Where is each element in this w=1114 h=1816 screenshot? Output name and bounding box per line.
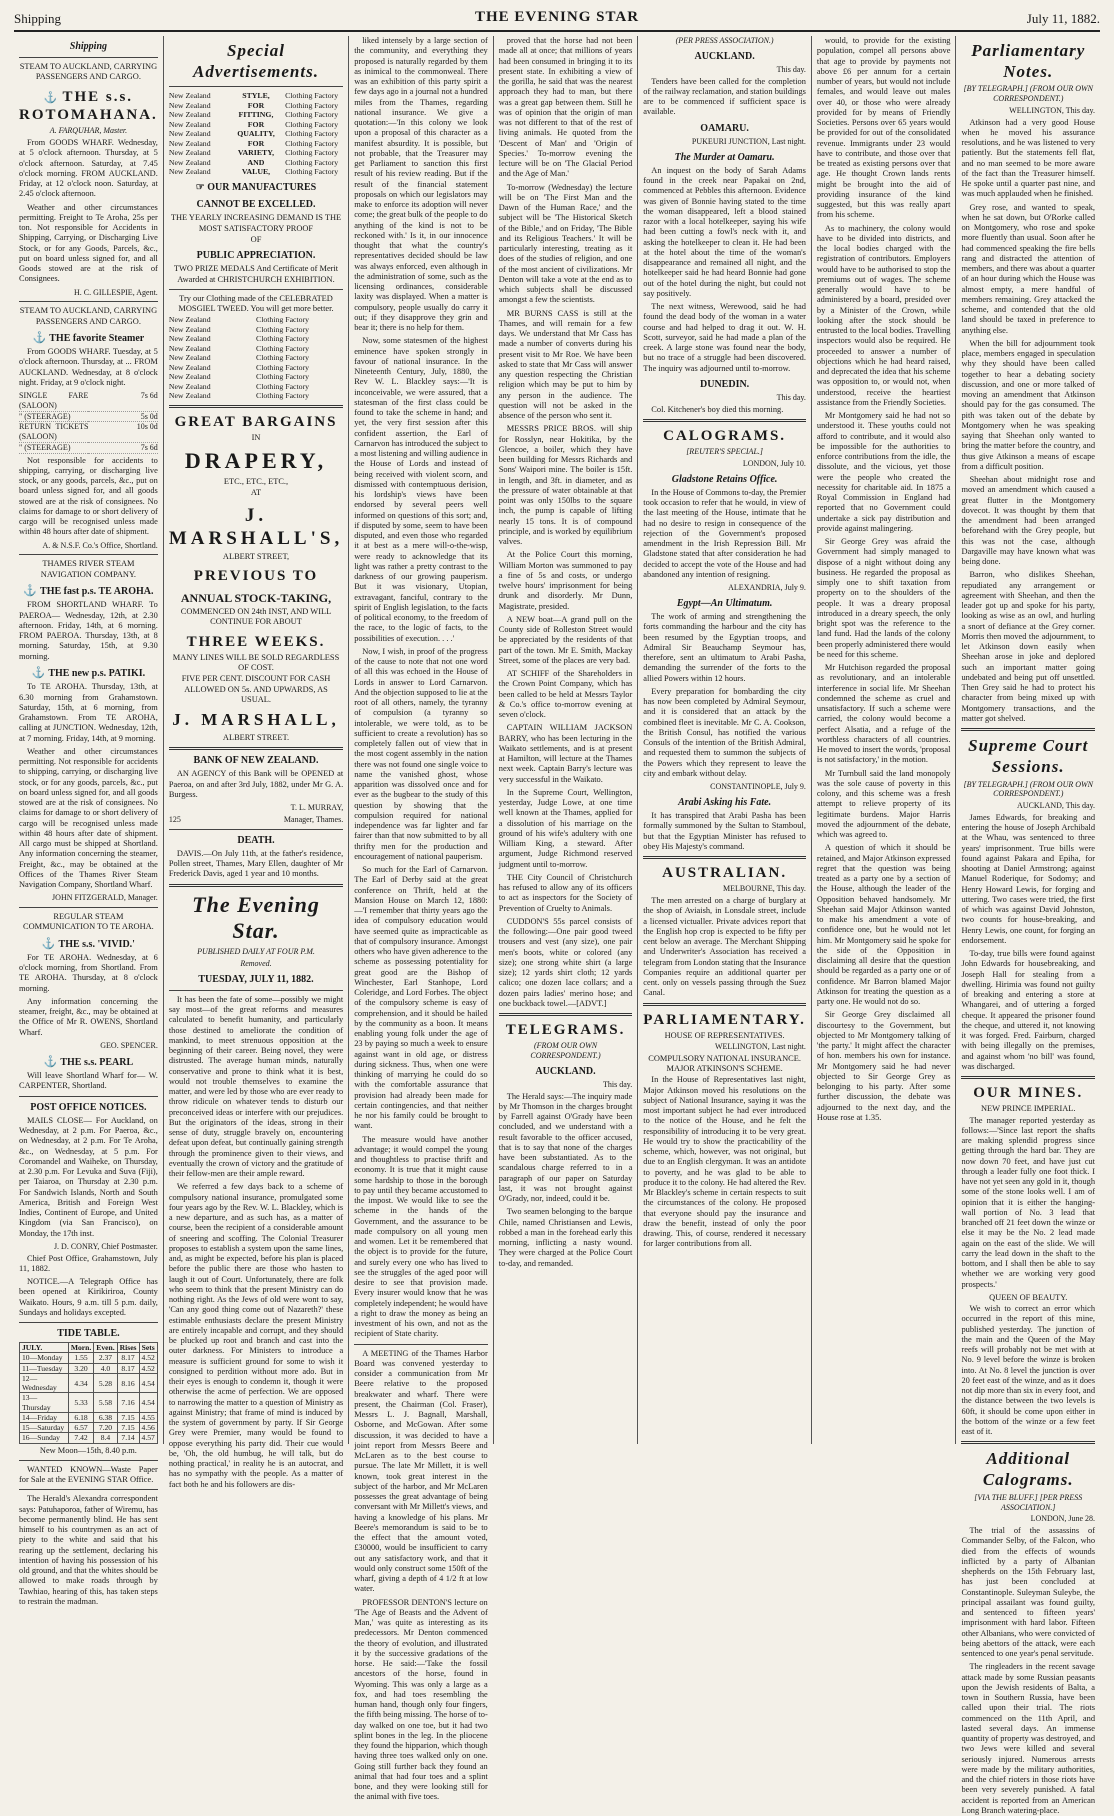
vivid-schedule: For TE AROHA. Wednesday, at 6 o'clock morning, from Shortland. From TE AROHA. Thursday, at 8 o'clock morning. <box>19 952 158 993</box>
bank-text: AN AGENCY of this Bank will be OPENED at Paeroa, on and after 3rd July, 1882, under Mr G. A. Burgess. <box>168 769 344 799</box>
leader-para-4: Now, some statesmen of the highest eminence have spoken strongly in favour of national insurance. In the Nineteenth Century, July, 1880, the Rev W. L. Blackley says:—'It is inconceivable, we were assured, that a statesman of the first class could be found to take the scheme in hand; and yet, the very first session after this confident assertion, the Earl of Carnarvon has introduced the subject to a most listening and willing audience in the House of Lords and instead of being received with violent scorn, and dismissed with contemptuous derision, his lordship's views have been endorsed by several peers well informed on questions of this sort; and, if disputed by some, seem to have been disputed, and even those who regarded it at best as a mere will-o-the-wisp, were ready to acknowledge that its light was rather a pretty contrast to the darkness of our growing pauperism. But it was visionary, Utopian, extravagant, fanciful, contrary to the spirit of English legislation, to the facts of political economy, to the freedom of the race, to the logic of facts, to the possibilities of execution. . . .' <box>354 336 488 643</box>
list-item: New Zealand VALUE, Clothing Factory <box>168 167 339 177</box>
cuddon-advert-para: CUDDON'S 55s parcel consists of the following:—One pair good tweed trousers and vest (any size), one pair men's boots, white or colored (any size); one strong white shirt (a large size); 12 yards shirt cloth; 12 yards calico; one dozen lace collars; and a dozen pairs ladies' merino hose; and one buckback towel.—[ADVT.] <box>498 916 633 1008</box>
supreme-court-source: [BY TELEGRAPH.] (FROM OUR OWN CORRESPONDENT.) <box>963 779 1094 799</box>
bank-manager: Manager, Thames. <box>283 814 344 824</box>
removed-text: Removed. <box>240 958 272 968</box>
list-item: New Zealand Clothing Factory <box>168 353 310 363</box>
queen-beauty-para: We wish to correct an error which occurred in the report of this mine, published yesterday. The junction of the main and the Queen of the May reefs will probably not be met with at No. 9 level before the winze is broken into. At No. 8 level the junction is over 20 feet east of the winze, and as it does not dip more than six in every foot, and the distance between the two levels is 60ft, it should be come upon either in the bottom of the winze or a few feet east of it. <box>961 1304 1096 1437</box>
dunedin-heading: DUNEDIN. <box>700 378 750 390</box>
fares-signature: A. & N.S.F. Co.'s Office, Shortland. <box>42 540 158 550</box>
auckland-date: This day. <box>603 1079 633 1089</box>
denton-next-para: To-morrow (Wednesday) the lecture will be on 'The First Man and the Dawn of the Human Race,' and the subject will be 'The Historical Sketch of the Bible,' and on Friday, 'The Bible and its Religious Teachers.' It will be particularly interesting, treating as it does of the studies of religion, and one of the most ancient of civilizations. Mr Denton will take a vote at the end as to which subjects shall be discussed amongst a few the scientists. <box>498 182 633 305</box>
parl-notes-para-2: Grey rose, and wanted to speak, when he sat down, but O'Rorke called on Montgomery, who rose and spoke more fluently than usual. Soon after he had commenced speaking the fire bells rang and distracted the attention of members, and there was about a quarter of an hour during which the House was almost empty, a mere handful of members remaining. Grey attacked the scheme, and contended that the old land should be taxed in preference to anything else. <box>961 202 1096 335</box>
parl-notes-para-4: Sheehan about midnight rose and moved an amendment which caused a great flutter in the Montgomery dovecot. It was thought by them that the amendment had been arranged beforehand with the Grey people, but this was not the case, although Dargaville may have known what was being done. <box>961 475 1096 567</box>
pearl-ship: ⚓ THE s.s. PEARL <box>43 1055 134 1068</box>
many-lines: MANY LINES WILL BE SOLD REGARDLESS OF COST. <box>172 652 340 673</box>
our-mines-heading: OUR MINES. <box>973 1085 1084 1102</box>
masthead-date: July 11, 1882. <box>1026 11 1100 26</box>
list-item: New Zealand QUALITY, Clothing Factory <box>168 129 339 139</box>
list-item: New Zealand FITTING, Clothing Factory <box>168 110 339 120</box>
dunedin-para: Col. Kitchener's boy died this morning. <box>651 404 784 414</box>
list-item: New Zealand FOR Clothing Factory <box>168 100 339 110</box>
post-office-heading: POST OFFICE NOTICES. <box>30 1101 147 1113</box>
parl-cont-para-1: would, to provide for the existing population, compel all persons above that age to provide by payments not above £6 per annum for a certain number of years, but would not include females, and would leave out males over 40, or those who were already provided for by means of Friendly Societies. Persons over 65 years would be provided for out of the consolidated revenue. Immigrants under 23 would have to contribute, and those over that be treated as existing persons over that age. He thought Crown lands rents might be brought into the aid of providing insurance of the kind suggested, but this was really apart from his scheme. <box>816 36 951 220</box>
table-row: 13—Thursday 5.33 5.58 7.16 4.54 <box>20 1393 158 1413</box>
auckland-para-1: The Herald says:—The inquiry made by Mr Thomson in the charges brought by Farrell against O'Grady have been concluded, and we understand with a result favorable to the officer accused, that is to say that none of the charges have been substantiated. As to the scandalous charge referred to in a paragraph of our paper on Saturday last, it was not brought against O'Grady, nor, indeed, could it be. <box>498 1091 633 1204</box>
albert-street: ALBERT STREET, <box>222 552 290 561</box>
fares-note: Not responsible for accidents to shipping, carrying, or discharging live stock, or any goods, parcels, &c., put on board unless signed for, and all goods stowed are at the risk of consignees. No claims for damage to or short delivery of cargo will be recognised unless made within 48 hours after date of shipment. <box>19 455 158 537</box>
wanted-known: WANTED KNOWN—Waste Paper for Sale at the EVENING STAR Office. <box>19 1464 158 1485</box>
parl-cont-para-4: Sir George Grey was afraid the Government had simply managed to dispose of a night without doing any business. He regarded the proposal as simply one to shift taxation from property on to the shoulders of the people. It was a dreary proposal introduced in a dreary speech, the only bright spot was the reference to the land fund. Had the lands of the colony been properly administered there would be need for this scheme. <box>816 537 951 659</box>
leader-para-3: liked intensely by a large section of the community, and everything they proposed is naturally regarded by them as inimical to the commonweal. There was an exhibition of this party spirit a few days ago in a journal not a hundred miles from the Thames, regarding national insurance. We give a quotation:—'In this colony we look upon a proposal of this character as a manifest absurdity. It is possible, but not probable, that the Treasurer may get Parliament to sanction this first result of his review reading. But if the result of the financial statement proposals on which our legislators may make to enforce its adoption will never come; the great bulk of the people to do anything of the kind is not to be reckoned with.' Is it, in our innocence thought that what the country's representatives decided should be law was always enforced, even although in the administration of some, such as the licensing ordinances, considerable laxity was displayed. When a matter is compulsory, people usually do carry it out; if they disapprove they grin and bear it; there is no help for them. <box>354 36 488 332</box>
marshalls-heading: J. MARSHALL'S, <box>168 504 344 549</box>
list-item: New Zealand Clothing Factory <box>168 315 310 325</box>
murder-heading: The Murder at Oamaru. <box>674 151 775 163</box>
yearly-demand: THE YEARLY INCREASING DEMAND IS THE MOST SATISFACTORY PROOF <box>170 213 342 233</box>
gladstone-heading: Gladstone Retains Office. <box>671 473 778 485</box>
column-6 <box>812 36 957 1444</box>
regular-steam-heading: REGULAR STEAM COMMUNICATION TO TE AROHA. <box>23 912 154 932</box>
parl-cont-para-7: A question of which it should be retained, and Major Atkinson expressed regret that the question was being treated as a party one by a section of the House, although the leader of the Opposition behaved handsomely. Mr Sheehan said Major Atkinson wanted to make his amendment a vote of confidence one, but he would not let him. Mr Montgomery said he spoke for the side of the Opposition in disclaiming all desire that the question should be regarded as a party one or of confidence. Mr Barron blamed Major Atkinson for treating the question as a party one. He would not do so. <box>816 843 951 1006</box>
additional-source: [VIA THE BLUFF.] [PER PRESS ASSOCIATION.] <box>974 1492 1083 1512</box>
at-text: AT <box>250 488 262 498</box>
parliamentary-para: In the House of Representatives last night, Major Atkinson moved his resolutions on the subject of National Insurance, saying it was the most important subject he had ever introduced to the notice of the House, and he felt the responsibility of introducing it to be very great. He would try to show the practicability of the scheme, which, however, was not original, but due to an English clergyman. It was an antidote to poverty, and he was glad to be able to produce it to the colony. He had altered the Rev. Mr Blackley's scheme in certain respects to suit the circumstances of the colony. He proposed that everyone should pay the insurance and draw the benefit, instead of only the poor drawing. This, of course, rendered it necessary for larger contributions from all. <box>643 1075 806 1249</box>
parl-cont-para-6: Mr Turnbull said the land monopoly was the sole cause of poverty in this colony, and this scheme was a fresh attempt to relieve property of its legitimate burdens. Major Harris moved the adjournment of the debate, which was agreed to. <box>816 768 951 839</box>
list-item: New Zealand Clothing Factory <box>168 343 310 353</box>
supreme-court-date: AUCKLAND, This day. <box>1017 801 1096 811</box>
favorite-steamer: ⚓ THE favorite Steamer <box>32 331 145 344</box>
te-aroha-ship: ⚓ THE fast p.s. TE AROHA. <box>23 584 154 597</box>
dunedin-date: This day. <box>776 393 806 402</box>
ad-number: 125 <box>168 814 181 824</box>
australian-heading: AUSTRALIAN. <box>662 865 788 882</box>
thames-river-heading: THAMES RIVER STEAM NAVIGATION COMPANY. <box>40 559 137 579</box>
price-bros-para: MESSRS PRICE BROS. will ship for Rosslyn, near Hokitika, by the Glencoe, a boiler, which they have been building for Messrs Richards and Sons' Waipori mine. The boiler is 15ft. in length, and 3ft. in diameter, and as the pressure of water obtainable at that point was only 150lbs to the square inch, the pump is capable of lifting nearly 15 tons. It is of compound principle, and is worked by equilibrium valves. <box>498 424 633 546</box>
post-office-date: Chief Post Office, Grahamstown, July 11, 1882. <box>19 1253 158 1273</box>
pearl-text: Will leave Shortland Wharf for— W. CARPENTER, Shortland. <box>19 1071 158 1091</box>
drapery-heading: DRAPERY, <box>184 448 328 474</box>
steam-auckland-heading-2: STEAM TO AUCKLAND, CARRYING PASSENGERS AND CARGO. <box>19 306 158 326</box>
australian-para: The men arrested on a charge of burglary at the shop of Aviaish, in Lonsdale street, include a licensed victualler. Private advices report that the English hop crop is expected to be fifty per cent below an average. The Merchant Shipping and Underwriter's Association has received a telegram from London stating that the Insurance Companies require an additional quarter per cent. only on vessels passing through the Suez Canal. <box>643 896 806 998</box>
freight-signature: H. C. GILLESPIE, Agent. <box>74 287 158 297</box>
list-item: New Zealand FOR Clothing Factory <box>168 138 339 148</box>
parl-notes-heading: Parliamentary Notes. <box>971 41 1086 81</box>
list-item: New Zealand Clothing Factory <box>168 381 310 391</box>
of-text: OF <box>250 234 262 244</box>
list-item: New Zealand Clothing Factory <box>168 362 310 372</box>
great-bargains: GREAT BARGAINS <box>174 413 338 430</box>
parliamentary-heading: PARLIAMENTARY. <box>643 1011 806 1028</box>
supreme-court-heading: Supreme Court Sessions. <box>968 736 1089 776</box>
list-item: New Zealand Clothing Factory <box>168 334 310 344</box>
auckland-heading-2: AUCKLAND. <box>694 50 755 62</box>
post-office-signature: J. D. CONRY, Chief Postmaster. <box>53 1241 158 1251</box>
tide-table: JULY. Morn. Even. Rises Sets 10—Monday 1.55 2.37 8.17 4.52 11—Tuesday 3.20 4.0 8.17 4.52 12—Wednesday 4.34 5.28 8.16 4.54 13—Thursday 5.33 5.58 7.16 4.54 14—Friday 6.18 6.38 7.15 4.55 15—Saturday 6.57 7.20 7.15 4.56 16—Sunday 7.42 8.4 7.14 4.57 <box>19 1342 158 1444</box>
list-item: New Zealand VARIETY, Clothing Factory <box>168 148 339 158</box>
nz-clothing-block <box>169 91 343 177</box>
egypt-para-1: The work of arming and strengthening the forts commanding the harbour and the city has been resumed by the Egyptian troops, and Admiral Sir Beauchamp Seymour has, therefore, sent an ultimatum to Arabi Pasha, demanding the surrender of the forts to the allied Powers within 12 hours. <box>643 612 806 683</box>
nz-clothing-block-2 <box>169 315 343 401</box>
marshall-signature: J. MARSHALL, <box>172 710 340 730</box>
mines-para: The manager reported yesterday as follows:—'Since last report the shafts are making splendid progress since getting through the hard bar. They are now down 70 feet, and have just cut through a leader fully one foot thick. I have not yet seen any gold in it, though some of the stone looks well. I am of opinion that it is either the hanging-wall portion of No. 3 lead that branched off 21 feet down the winze or else it may be the No. 2 lead made again on the east of the slide. We will carry the lead down in the shaft to the bottom, and I shall then be able to say whether we are working very good prospects.' <box>961 1115 1096 1289</box>
egypt-heading: Egypt—An Ultimatum. <box>676 597 773 609</box>
column-3 <box>349 36 494 1802</box>
manufactures-heading: ☞ OUR MANUFACTURES <box>195 181 317 193</box>
herald-paragraph: The Herald's Alexandra correspondent says: Patuhaporoa, father of Wiremu, has become permanently blind. He has sent himself to his countrymen as an act of piety to the white and said that his rearing up the settlement, declaring his intention of having his possession of his old ground, and that the whites should be allowed to make roads through by Tawhiao, hearing of this, has taken steps to restrain the madman. <box>19 1494 158 1606</box>
column-1 <box>14 36 164 1606</box>
harbour-board-para: A MEETING of the Thames Harbor Board was convened yesterday to consider a communication from Mr Beere relative to the proposed breakwater and wharf. There were present, the Chairman (Col. Fraser), Messrs L. J. Bagnall, Marshall, Osborne, and McGowan. After some discussion, it was decided to have a joint report from Messrs Beere and McLaren as to the best course to pursue. The late Mr Millett, it is well known, took great interest in the subject of the harbor, and Mr McLaren possesses the great advantage of being conversant with Mr Millett's views, and having a knowledge of his plans. Mr Beere's memorandum is said to be to the effect that the amount voted, £30000, would be insufficient to carry out any satisfactory work, and that it would only construct some 150ft of the wharf, giving a depth of 4 1/2 ft at low water. <box>354 1348 488 1594</box>
death-text: DAVIS.—On July 11th, at the father's residence, Pollen street, Thames, Mary Ellen, daughter of Mr Frederick Davis, aged 1 year and 10 months. <box>168 848 344 879</box>
leader-para-2: We referred a few days back to a scheme of compulsory national insurance, promulgated some four years ago by the Rev. W. L. Blackley, which is a new departure, and as such has, as a matter of course, been the recipient of a considerable amount of sneering and scoffing. The Colonial Treasurer proposes to establish a system upon the same lines, and, as might be expected, before his plan is placed before the public there are those who hasten to laugh it out of Court. Unfortunately, there are folk who seem to think that the present Ministry can do nothing right. As the Jews of old were wont to say, 'Can any good thing come out of Nazareth?' these estimable enthusiasts declare the present Ministry are entirely incapable and corrupt, and they should be plucked up root and branch and cast into the outer darkness. For Ministers to introduce a measure is sufficient ground for some to wish it consigned to perdition without more ado. But in their eyes is enough to condemn it, though it were otherwise the acme of perfection. We are opposed to narrowing the matter to a question of Ministry as against Ministry; that frame of mind is induced by the system of government by party. If Sir George Grey were Premier, many would be found to oppose everything his party did. Their cue would be, 'Oh, the old humbug, he will talk, but do nothing practical,' in reality he is an autocrat, and has no sympathy with the people. As a matter of fact both he and his followers are dis- <box>168 1182 344 1489</box>
ship-icon: ⚓ <box>43 91 60 104</box>
new-prince-heading: NEW PRINCE IMPERIAL. <box>980 1104 1076 1114</box>
death-heading: DEATH. <box>237 834 275 846</box>
table-row: 10—Monday 1.55 2.37 8.17 4.52 <box>20 1353 158 1363</box>
constantinople-date: CONSTANTINOPLE, July 9. <box>710 782 806 792</box>
list-item: New Zealand Clothing Factory <box>168 324 310 334</box>
te-aroha-schedule: FROM SHORTLAND WHARF. To PAEROA— Wednesday, 12th, at 2.30 afternoon. Friday, 14th, at 6 morning. FROM PAEROA. Thursday, 13th, at 8 morning. Saturday, 15th, at 9.30 morning. <box>19 600 158 661</box>
table-row: 16—Sunday 7.42 8.4 7.14 4.57 <box>20 1433 158 1443</box>
rotomahana-ship: ⚓ THE s.s. ROTOMAHANA. <box>19 88 158 123</box>
denton-cont-para: proved that the horse had not been made all at once; that millions of years had been consumed in bringing it to its present state. In exhibiting a view of the gorilla, he said that was the nearest approach they had to man, but there was a great gap between them. Still he was of opinion that the origin of man was not different to that of the rest of living animals. He quoted from the 'Descent of Man' and 'Origin of Species.' To-morrow evening the lecture will be on 'The Glacial Period and the Age of Man.' <box>498 36 633 179</box>
table-row: 12—Wednesday 4.34 5.28 8.16 4.54 <box>20 1373 158 1393</box>
calograms-heading: CALOGRAMS. <box>663 428 787 444</box>
auckland-date-2: This day. <box>776 64 806 74</box>
compulsory-heading: COMPULSORY NATIONAL INSURANCE. MAJOR ATKINSON'S SCHEME. <box>648 1053 801 1074</box>
alexandria-date: ALEXANDRIA, July 9. <box>728 583 806 593</box>
wellington-date: WELLINGTON, Last night. <box>714 1042 806 1052</box>
gladstone-para: In the House of Commons to-day, the Premier took occasion to refer that he would, in view of the last meeting of the House, intimate that he had no desire to resign in consequence of the rejection of the Government's proposed amendment in the Irish Repression Bill. Mr Gladstone stated that after consideration he had decided to accept the vote of the House and had abandoned any intention of resigning. <box>643 487 806 579</box>
ship-icon: ⚓ <box>23 584 38 597</box>
paper-subtitle: PUBLISHED DAILY AT FOUR P.M. <box>197 947 315 957</box>
column-4 <box>494 36 639 1444</box>
table-row: 14—Friday 6.18 6.38 7.15 4.55 <box>20 1412 158 1422</box>
table-row: 15—Saturday 6.57 7.20 7.15 4.56 <box>20 1423 158 1433</box>
patiki-note: Weather and other circumstances permitting. Not responsible for accidents to shipping, carrying, or discharging live stock, or for any goods, parcels, &c., put on board unless signed for, and all goods stowed are at the risk of consignees. No claims for damage to or short delivery of cargo will be recognised unless made within 48 hours after date of shipment. All cargo must be shipped at Shortland. Any information concerning the steamer, Freight, &c., may be obtained at the Offices of the Thames River Steam Navigation Company, Shortland Wharf. <box>19 746 158 889</box>
leader-para-1: It has been the fate of some—possibly we might say most—of the great reforms and measures calculated to benefit humanity, and particularly those destined to ameliorate the condition of mankind, to meet strenuous opposition at the beginning of their career. Being novel, they were distrusted. The average human minds, naturally conservative and prone to think what it is best, would not trouble themselves to examine the matter, and were led by those who are ever ready to throw ridicule on whatever tends to disturb our preconceived ideas or interfere with our prejudices. But the originators of the ideas, strong in their sense of duty, struggle bravely on, encountering defeat upon defeat, but continually gaining strength through the prominence given to their views, and eventually the crown of victory and the gratitude of their fellow-men are their ample reward. <box>168 994 344 1179</box>
arabi-para: It has transpired that Arabi Pasha has been formally summoned by the Sultan to Stamboul, but that the Egyptian Minister has refused to obey His Majesty's command. <box>643 811 806 851</box>
denton-lecture-para: PROFESSOR DENTON'S lecture on 'The Age of Beasts and the Advent of Man,' was quite as interesting as its predecessors. Mr Denton commenced the theory of evolution, and illustrated it by the successive gradations of the horse. He said:—'Take the fossil ancestors of the horse, found in Wyoming. This was only a large as a fox, and had toes resembling the human hand, though only four fingers, the fifth being missing. The horse of to-day walked on one toe, but it had two splint bones in the leg. In the pliocene they found the hipparion, which though having three toes walked only on one. Going still further back they found an animal that had four toes and a splint bone, and they were looking still for the animal with five toes. <box>354 1597 488 1802</box>
bank-signature: T. L. MURRAY, <box>290 803 344 813</box>
press-association: (PER PRESS ASSOCIATION.) <box>675 36 774 45</box>
etc-text: ETC., ETC., ETC., <box>223 477 289 487</box>
list-item: New Zealand Clothing Factory <box>168 372 310 382</box>
issue-date: TUESDAY, JULY 11, 1882. <box>198 973 314 985</box>
list-item: New Zealand AND Clothing Factory <box>168 157 339 167</box>
col1-header: Shipping <box>69 41 108 52</box>
captain-barry-para: CAPTAIN WILLIAM JACKSON BARRY, who has been lecturing in the Waikato settlements, and is at present at Hamilton, will lecture at the Thames next week. Captain Barry's lecture was very successful in the Waikato. <box>498 723 633 784</box>
vivid-signature: GEO. SPENCER. <box>100 1040 158 1050</box>
melbourne-date: MELBOURNE, This day. <box>723 884 806 894</box>
parl-cont-para-8: Sir George Grey disclaimed all discourtesy to the Government, but objected to Mr Montgomery talking of 'the party.' It might affect the character of hon. members his own for instance. Mr Montgomery said he had never objected to Sir George Grey as belonging to his party. After some further discussion, the debate was adjourned to the next day, and the House rose at 1.35. <box>816 1010 951 1122</box>
in-text: IN <box>251 433 261 443</box>
special-ads-heading: Special Advertisements. <box>193 41 319 81</box>
reuters-special: [REUTER'S SPECIAL.] <box>686 447 764 457</box>
auckland-para-2: Two seamen belonging to the barque Chile, named Christiansen and Lewis, robbed a man in the forehead early this morning, inflicting a nasty wound. They were charged at the Police Court to-day, and remanded. <box>498 1207 633 1268</box>
freight-note: Weather and other circumstances permitting. Freight to Te Aroha, 25s per ton. Not responsible for Accidents in Shipping, Carrying, or Discharging Live Stock, or for any Goods, Parcels, &c., put on board unless signed for, and all Goods stowed are at the risk of Consignees. <box>19 202 158 284</box>
steam-auckland-heading: STEAM TO AUCKLAND, CARRYING PASSENGERS AND CARGO. <box>19 62 158 82</box>
masthead <box>14 8 1100 32</box>
london-date: LONDON, July 10. <box>742 459 806 469</box>
murder-para-2: The next witness, Werewood, said he had found the dead body of the woman in a water course and had helped to drag it out. W. H. Scott, surveyor, said he had made a plan of the creek. A large stone was found near the body, but no trace of a struggle had been discovered. The inquiry was adjourned until to-morrow. <box>643 302 806 373</box>
rotomahana-schedule: From GOODS WHARF. Wednesday, at 5 o'clock afternoon. Thursday, at 5 o'clock afternoon. Saturday, at 7.45 o'clock morning. FROM AUCKLAND. Friday, at 12 o'clock noon. Saturday, at 2.45 o'clock afternoon. <box>19 138 158 199</box>
tide-table-heading: TIDE TABLE. <box>57 1328 120 1339</box>
patiki-signature: JOHN FITZGERALD, Manager. <box>52 893 158 903</box>
masthead-section: Shipping <box>14 11 61 26</box>
egypt-para-2: Every preparation for bombarding the city has now been completed by Admiral Seymour, and it is considered that an attack by the combined fleet is inevitable. Mr C. A. Cookson, the British Consul, has notified the various Consuls of the intention of the British Admiral, and requested them to summon the subjects of the Powers which they represent to leave the city and embark without delay. <box>643 686 806 778</box>
new-moon: New Moon—15th, 8.40 p.m. <box>39 1445 137 1455</box>
leader-para-6: So much for the Earl of Carnarvon. The Earl of Derby said at the great conference on Thrift, held at the Mansion House on March 12, 1880:—'I remember that thirty years ago the idea of compulsory education would have seemed quite as impracticable as that of compulsory insurance. Amongst others who have given adherence to the scheme as possessing potentiality for great good are the Bishop of Winchester, Earl Stanhope, Lord Coleridge, and Lord Forbes. The object of the compulsory scheme is easy of comprehension, and it should be hailed by the community as a boon. It means enabling young folk under the age of 23 by paying so much a week to ensure against want in old age, or distress during sickness. Thus, when one were thinking of marrying he could do so with the comfortable assurance that provision had already been made for certain contingencies, and that neither he nor his family could be brought to want. <box>354 865 488 1131</box>
parl-notes-para-5: Barron, who dislikes Sheehan, repudiated any arrangement or agreement with Sheehan, and then the leader got up and spoke for his party, looking as wise as an owl, and hurling a snort of defiance at the Grey corner. Morris then moved the adjournment, to let Atkinson down easily when Sheehan arose in joke and deplored such an important matter going undebated and being put off unsettled. Then Grey said he had to protect his character from being mixed up with Montgomery transactions, and the matter got shelved. <box>961 570 1096 723</box>
parl-notes-date: WELLINGTON, This day. <box>1009 105 1096 115</box>
telegrams-subtitle: (FROM OUR OWN CORRESPONDENT.) <box>530 1041 601 1061</box>
cannot-excelled: CANNOT BE EXCELLED. <box>196 199 316 211</box>
queen-beauty-heading: QUEEN OF BEAUTY. <box>989 1292 1068 1302</box>
rotomahana-master: A. FARQUHAR, Master. <box>49 126 128 136</box>
previous-to: PREVIOUS TO <box>193 568 319 585</box>
column-5 <box>638 36 812 1444</box>
police-court-para: At the Police Court this morning, William Morton was summoned to pay a fine of 5s and costs, or undergo twelve hours' imprisonment for being drunk and disorderly. Mr Dunn, Magistrate, presided. <box>498 550 633 611</box>
city-council-para: THE City Council of Christchurch has refused to allow any of its officers to act as inspectors for the Society of Prevention of Cruelty to Animals. <box>498 872 633 913</box>
supreme-court-para: In the Supreme Court, Wellington, yesterday, Judge Lowe, at one time well known at the Thames, applied for a dissolution of his marriage on the ground of his wife's adultery with one William King, a steward. After argument, Judge Richmond reserved judgment until to-morrow. <box>498 787 633 869</box>
new-boat-para: A NEW boat—A grand pull on the County side of Rolleston Street would be appreciated by the residents of that part of the town. Mr E. Smith, Mackay Street, some of the places are very bad. <box>498 614 633 665</box>
ship-icon: ⚓ <box>32 331 47 344</box>
parl-cont-para-2: As to machinery, the colony would have to be divided into districts, and the local bodies charged with the registration of contributors. Employers would have to be authorised to stop the premiums out of wages. The scheme generally would have to be administered by a board, presided over by a Minister of the Crown, while looking after the stock should be entrusted to the local bodies. Travelling inspectors would also be required. He proceeded to answer a number of objections which he had heard raised, and deprecated the idea that his scheme was opposition to, or would not, when understood, receive the heartiest assistance from the Friendly Societies. <box>816 223 951 407</box>
list-item: New Zealand STYLE, Clothing Factory <box>168 91 339 101</box>
murder-para-1: An inquest on the body of Sarah Adams found in the creek near Papakai on 2nd, commenced at Pebbles this afternoon. Evidence was given of Bonnie having stated to the time the woman disappeared, left a blood stained razor with a local hotelkeeper, saying his wife had been cutting a fowl's neck with it, and asking the hotelkeeper to clean it. He had been at the hotel about the time of the woman's disappearance and remained all night, and the hotelkeeper said he had heard Bonnie had gone out of the hotel during the night, but could not say positively. <box>643 165 806 298</box>
vivid-note: Any information concerning the steamer, freight, &c., may be obtained at the Office of Mr R. OWENS, Shortland Wharf. <box>19 996 158 1037</box>
post-office-notice: NOTICE.—A Telegraph Office has been opened at Kirikiriroa, County Waikato. Hours, 9 a.m. till 5 p.m. daily, Sundays and holidays excepted. <box>19 1277 158 1317</box>
arabi-heading: Arabi Asking his Fate. <box>678 796 772 808</box>
additional-para-1: The trial of the assassins of Commander Selby, of the Falcon, who died from the effects of wounds inflicted by a party of Albanian shepherds on the 15th February last, has just been concluded at Constantinople. Suleyman Suleybe, the principal assailant was found guilty, and sentenced to fifteen years' imprisonment with hard labor. Fifteen other Albanians, who were convicted of being abettors of the attack, were each sentenced to one year's penal servitude. <box>961 1526 1096 1659</box>
additional-calograms-heading: Additional Calograms. <box>982 1449 1074 1490</box>
mosgiel-tweed: Try our Clothing made of the CELEBRATED MOSGIEL TWEED. You will get more better. <box>178 293 334 314</box>
post-office-text: MAILS CLOSE— For Auckland, on Wednesday, at 2 p.m. For Paeroa, &c., on Wednesday, at 2 p.m. For Te Aroha, &c., on Wednesday, at 5 p.m. For Coromandel and Waiheke, on Thursday, at 2.30 p.m. For Levuka and Suva (Fiji), per Taiaroa, on Thursday at 2.30 p.m. For Sandwich Islands, North and South America, British and Foreign West Indies, Continent of Europe, and United Kingdom (via San Francisco), on Monday, the 17th inst. <box>19 1115 158 1238</box>
auckland-tenders: Tenders have been called for the completion of the railway reclamation, and station buildings are to be commenced if sufficient space is available. <box>643 76 806 117</box>
patiki-ship: ⚓ THE new p.s. PATIKI. <box>31 666 146 679</box>
table-row: 11—Tuesday 3.20 4.0 8.17 4.52 <box>20 1363 158 1373</box>
patiki-schedule: To TE AROHA. Thursday, 13th, at 6.30 morning from Grahamstown. Saturday, 15th, at 6 morning, from Grahamstown. From TE AROHA, calling at JUNCTION. Wednesday, 12th, at 7 morning. Friday, 14th, at 9 morning. <box>19 682 158 743</box>
ship-icon: ⚓ <box>31 666 46 679</box>
additional-para-2: The ringleaders in the recent savage attack made by some Russian peasants upon the Jewish residents of Balta, a town in Southern Russia, have been called upon their trial. The riots commenced on the 11th April, and lasted several days. An immense quantity of property was destroyed, and two Jews were killed and several seriously injured. Numerous arrests were made by the military authorities, and the chief rioters in those riots have been very severely punished. A fatal accident is reported from an American Long Branch watering-place. <box>961 1662 1096 1815</box>
paper-title: The Evening Star. <box>192 891 320 944</box>
list-item: New Zealand Clothing Factory <box>168 391 310 401</box>
annual-stocktaking: ANNUAL STOCK-TAKING, <box>180 590 332 605</box>
five-per-cent: FIVE PER CENT. DISCOUNT FOR CASH ALLOWED ON 5s. AND UPWARDS, AS USUAL. <box>181 674 331 704</box>
column-7 <box>956 36 1100 1815</box>
fares-table: SINGLE FARE (SALOON) 7s 6d " (STEERAGE) 5s 0d RETURN TICKETS (SALOON) 10s 0d " (STEERAGE) 7s 6d <box>19 391 158 452</box>
telegrams-heading: TELEGRAMS. <box>505 1022 626 1038</box>
pointing-hand-icon: ☞ <box>195 181 208 193</box>
parl-cont-para-3: Mr Montgomery said he had not so understood it. These youths could not afford to contribute, and it would also be impossible for the authorities to enforce contributions from the idle, the dissolute, and the vicious, yet those were the people who created the necessity for charitable aid. In 1875 a Royal Commission in England had reported that no Government could undertake a sick pay distribution and provide against malingering. <box>816 411 951 533</box>
prize-medals: TWO PRIZE MEDALS And Certificate of Merit Awarded at CHRISTCHURCH EXHIBITION. <box>173 264 339 284</box>
columns <box>14 36 1100 1815</box>
house-heading: HOUSE OF REPRESENTATIVES. <box>664 1030 785 1040</box>
auckland-heading: AUCKLAND. <box>535 1065 596 1077</box>
column-2 <box>164 36 349 1489</box>
burns-cass-para: MR BURNS CASS is still at the Thames, and will remain for a few days. We understand that Mr Cass has made a number of converts during his present visit to Mr Roe. We have been asked to state that Mr Cass will answer any question respecting the Christian religion which may be put to him by any person in the audience. The question will not be asked in the absence of the person who sent it. <box>498 308 633 420</box>
three-weeks: THREE WEEKS. <box>186 633 326 650</box>
additional-date: LONDON, June 28. <box>1030 1514 1096 1524</box>
crown-point-para: AT SCHIFF of the Shareholders in the Crown Point Company, which has been called to be held at Messrs Taylor & Co.'s office to-morrow evening at seven o'clock. <box>498 669 633 719</box>
supreme-court-para-1: James Edwards, for breaking and entering the house of Joseph Archibald at the Whau, was sentenced to three years' imprisonment. True bills were found against Pakara and Epiha, for shooting at Daniel Armstrong; against Manuel Roderique, for Sodomy; and Henry Howard Lewis, for forging and uttering. Two cases were tried, the first of which was against David Johnston, two counts for house-breaking, and Henry Lewis, one count, for forging an endorsement. <box>961 812 1096 945</box>
leader-para-7: The measure would have another advantage; it would compel the young and thoughtless to practise thrift and economy. It is true that it might cause some hardship to those in the borough to pay until they became accustomed to the impost. We would like to see the scheme in the hands of the Government, and the assurance to be made compulsory on all young men and women. Let it be remembered that the object is to provide for the future, and surely every one who has lived to see the struggles of the aged poor will desire to see that provision made. Every insurer would know that he was completely independent; he would have a right to draw the money as being an investment of his own, and not as the recipient of State charity. <box>354 1134 488 1339</box>
commenced-text: COMMENCED ON 24th INST, AND WILL CONTINUE FOR ABOUT <box>180 607 332 627</box>
masthead-title: THE EVENING STAR <box>474 9 640 25</box>
parl-cont-para-5: Mr Hutchison regarded the proposal as revolutionary, and an intolerable interference in social life. Mr Sheehan condemned the scheme as cruel and unsatisfactory. If such a scheme were carried, the colony would become a perfect Alsatia, and a refuge of the worthless characters of all countries. He moved to insert the words, 'proposal is not satisfactory,' in the motion. <box>816 663 951 765</box>
leader-para-5: Now, I wish, in proof of the progress of the cause to note that not one word of all this was echoed in the House of Lords in answer to Lord Carnarvon. And the objection supposed to lie at the root of all others, namely, the tyranny of compulsion (a tyranny so intolerable, we were told, as to be sufficient to create a revolution) has so completely fallen out of view that in the most cogent assembly in the nation there was not found one single voice to name the vanished ghost, whose apparition was dissolved once and for ever as the bugbear to the study of this question by showing that the compulsion required for national independence was far lighter and far fairer than that now submitted to by all thrifty men for the production and encouragement of national pauperism. <box>354 646 488 861</box>
favorite-schedule: From GOODS WHARF. Tuesday, at 5 o'clock afternoon. Thursday, at ... FROM AUCKLAND. Wednesday, at 8 o'clock night. Friday, at 9 o'clock night. <box>19 347 158 387</box>
supreme-court-para-2: To-day, true bills were found against John Edwards for housebreaking, and Joseph Hall for stealing from a dwelling. Hirimia was found not guilty of breaking and entering a store at Whangarei, and of uttering a forged cheque. It appeared the prisoner found the cheque, and uttered it, not knowing it was forged. Fred. Fairburn, charged with being illegally on the premises, and against whom 'no bill' was found, was discharged. <box>961 949 1096 1071</box>
parl-notes-para-1: Atkinson had a very good House when he moved his assurance resolutions, and he was listened to very patiently. But the statements fell flat, and no man seemed to be more aware of the fact than the Treasurer himself. He spoke until a quarter past nine, and was much applauded when he finished. <box>961 117 1096 199</box>
oamaru-date: PUKEURI JUNCTION, Last night. <box>691 136 806 146</box>
ship-icon: ⚓ <box>43 1055 58 1068</box>
parl-notes-source: [BY TELEGRAPH.] (FROM OUR OWN CORRESPONDENT.) <box>963 84 1094 104</box>
public-appreciation: PUBLIC APPRECIATION. <box>196 250 316 262</box>
list-item: New Zealand FOR Clothing Factory <box>168 119 339 129</box>
vivid-ship: ⚓ THE s.s. 'VIVID.' <box>41 937 135 950</box>
oamaru-heading: OAMARU. <box>700 122 749 134</box>
parl-notes-para-3: When the bill for adjournment took place, members engaged in speculation why they should have been called together to hear a debating society discussion, and one or more talked of moving an amendment that Atkinson should pay for the gas consumed. The pith was taken out of the debate by Montgomery when he was speaking saying that Sheehan only wanted to bring the matter before the country, and thus give Atkinson a means of escape from a difficult position. <box>961 338 1096 471</box>
albert-street-2: ALBERT STREET. <box>222 732 290 742</box>
ship-icon: ⚓ <box>41 937 56 950</box>
bank-heading: BANK OF NEW ZEALAND. <box>193 755 319 767</box>
